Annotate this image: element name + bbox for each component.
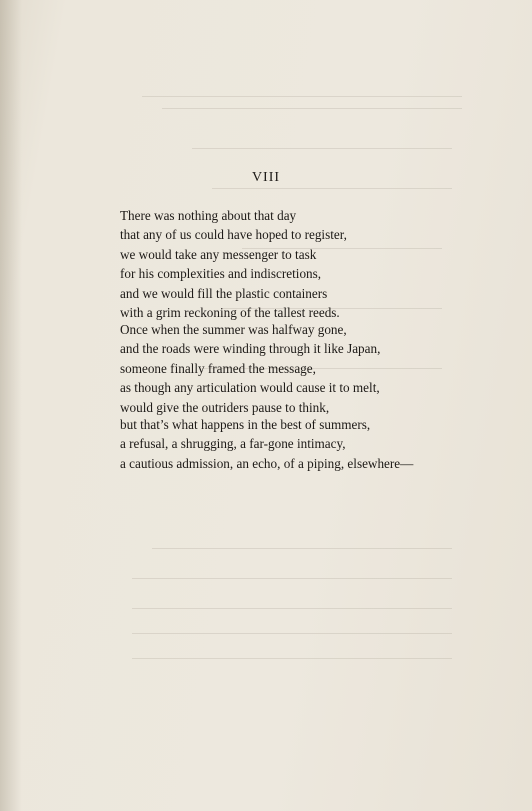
poem-line: and we would fill the plastic containers: [120, 285, 328, 301]
poem-stanza: [120, 415, 413, 473]
poem-line: someone finally framed the message,: [120, 360, 316, 376]
poem-section-title: VIII: [251, 170, 281, 185]
poem-line: but that’s what happens in the best of summers,: [120, 417, 371, 432]
poem-line: Once when the summer was halfway gone,: [120, 322, 347, 337]
poem-line: a refusal, a shrugging, a far-gone intimacy,: [120, 436, 346, 452]
poem-line: for his complexities and indiscretions,: [120, 266, 322, 282]
poem-line: with a grim reckoning of the tallest reeds.: [120, 305, 340, 321]
poem-stanza: [120, 320, 380, 417]
poem-line: There was nothing about that day: [120, 208, 297, 223]
poem-line: we would take any messenger to task: [120, 246, 317, 262]
poem-line: a cautious admission, an echo, of a piping, elsewhere—: [120, 455, 414, 471]
poem-line: as though any articulation would cause it to melt,: [120, 380, 380, 396]
poem-stanza: [120, 206, 347, 322]
poem-line: would give the outriders pause to think,: [120, 399, 330, 415]
poem-line: that any of us could have hoped to register,: [120, 227, 347, 243]
spine-shadow: [0, 0, 22, 811]
poem-line: and the roads were winding through it like Japan,: [120, 341, 381, 357]
